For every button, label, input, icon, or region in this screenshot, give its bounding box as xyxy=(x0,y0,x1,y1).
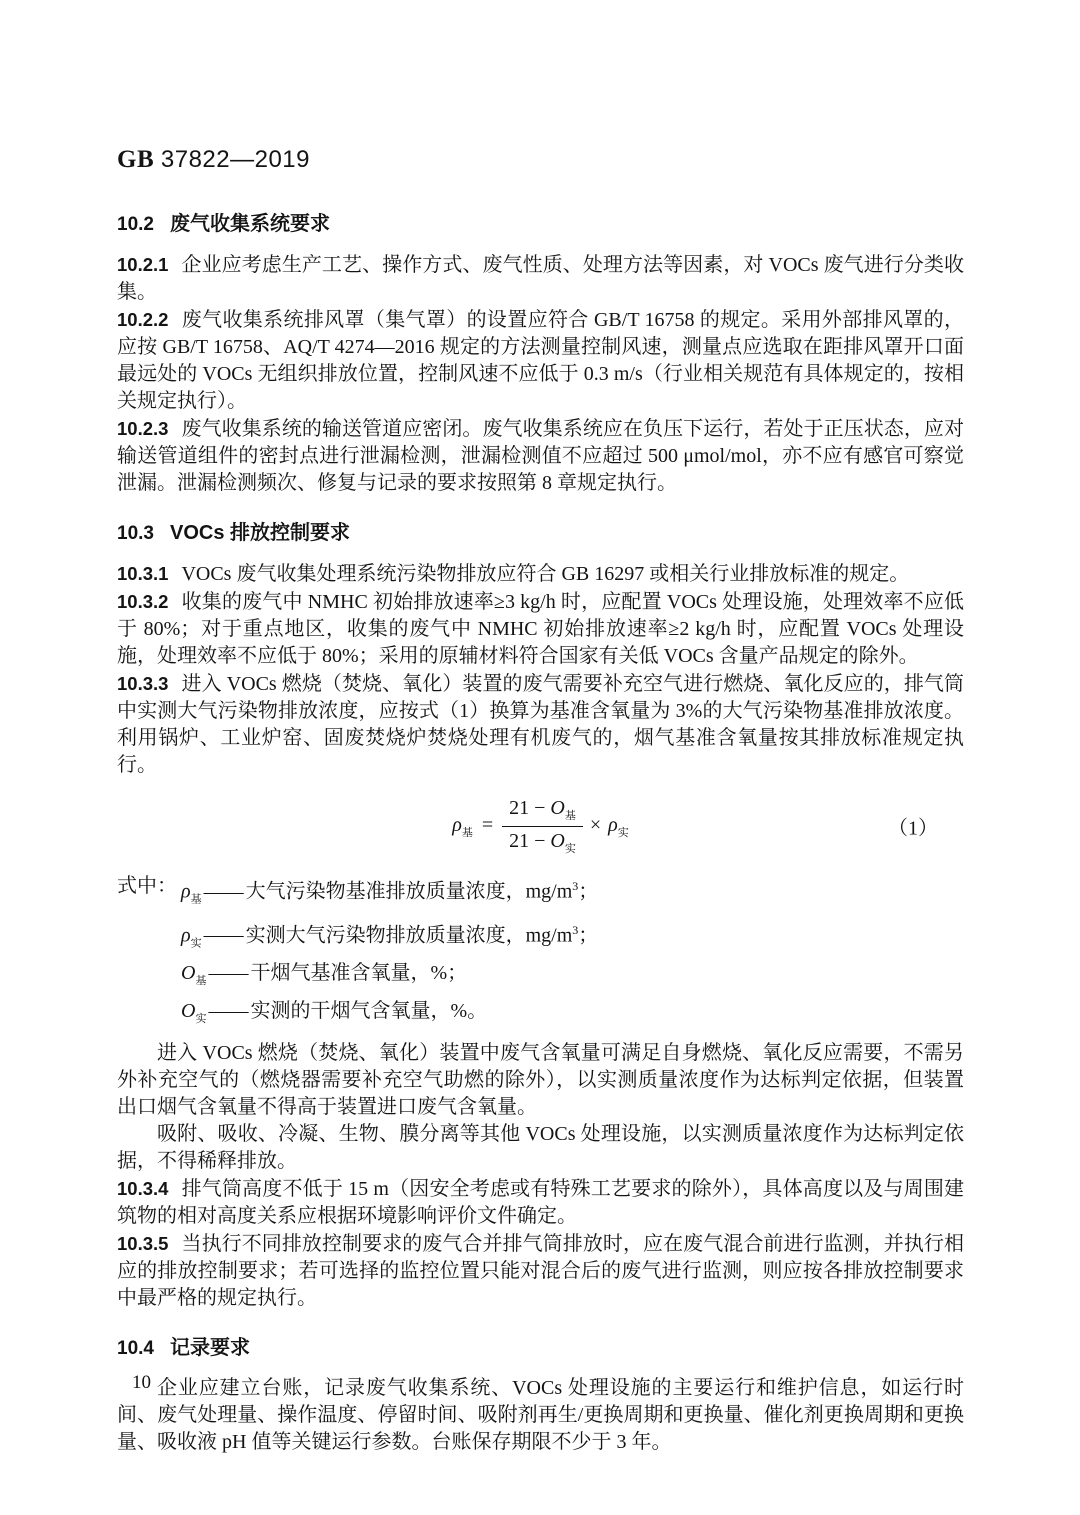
numerator-text: 21 − xyxy=(509,796,551,819)
symbol: ρ xyxy=(181,880,191,903)
section-number: 10.2 xyxy=(117,214,154,235)
rho-base-symbol: ρ xyxy=(452,813,462,836)
section-number: 10.3 xyxy=(117,523,154,544)
clause-10-3-5 xyxy=(117,1230,964,1312)
section-title: 记录要求 xyxy=(169,1337,250,1360)
legend-label-spacer xyxy=(117,915,181,959)
symbol-subscript: 实 xyxy=(190,937,202,950)
clause-number: 10.2.1 xyxy=(117,254,169,275)
rho-base-subscript: 基 xyxy=(461,826,473,839)
section-heading-10-4 xyxy=(117,1335,964,1362)
section-title: VOCs 排放控制要求 xyxy=(169,522,351,544)
section-heading-10-2 xyxy=(117,211,964,238)
section-number: 10.4 xyxy=(117,1338,154,1360)
symbol: O xyxy=(181,1000,196,1023)
fraction xyxy=(502,797,583,856)
clause-number: 10.3.3 xyxy=(117,673,169,694)
equation-number: （1） xyxy=(888,817,938,840)
legend-entry xyxy=(181,996,487,1034)
equals-sign: = xyxy=(481,813,494,836)
legend-dash: —— xyxy=(203,924,244,947)
clause-10-2-3 xyxy=(117,415,964,497)
rho-actual-symbol: ρ xyxy=(608,813,618,836)
page-number: 10 xyxy=(132,1372,151,1393)
legend-row-oxygen-base xyxy=(117,958,964,996)
oxygen-actual-subscript: 实 xyxy=(564,842,576,855)
legend-row-rho-actual xyxy=(117,915,964,959)
legend-entry xyxy=(181,915,598,959)
legend-label: 式中： xyxy=(117,875,177,897)
formula-legend xyxy=(117,871,964,1034)
clause-10-2-1 xyxy=(117,251,964,306)
clause-number: 10.3.2 xyxy=(117,591,169,612)
fraction-denominator xyxy=(502,827,583,856)
denominator-text: 21 − xyxy=(509,829,551,852)
page-content xyxy=(117,145,964,1456)
clause-10-3-4 xyxy=(117,1175,964,1230)
standard-number-header xyxy=(117,145,964,175)
clause-text: 当执行不同排放控制要求的废气合并排气筒排放时，应在废气混合前进行监测，并执行相应的排放控制要求；若可选择的监控位置只能对混合后的废气进行监测，则应按各排放控制要求中最严格的规定执行。 xyxy=(117,1233,964,1310)
legend-punctuation: ； xyxy=(578,924,599,947)
oxygen-base-subscript: 基 xyxy=(564,809,576,822)
legend-row-oxygen-actual xyxy=(117,996,964,1034)
clause-10-3-1 xyxy=(117,560,964,588)
clause-number: 10.3.5 xyxy=(117,1233,169,1255)
unit-superscript: 3 xyxy=(572,879,579,893)
multiply-sign: × xyxy=(589,813,602,836)
standard-code: 37822—2019 xyxy=(160,146,311,173)
legend-dash: —— xyxy=(208,1000,249,1023)
paragraph-other-treatment: 吸附、吸收、冷凝、生物、膜分离等其他 VOCs 处理设施，以实测质量浓度作为达标判定依据，不得稀释排放。 xyxy=(117,1123,964,1173)
clause-number: 10.3.1 xyxy=(117,563,169,584)
legend-dash: —— xyxy=(208,962,249,985)
clause-text: 废气收集系统排风罩（集气罩）的设置应符合 GB/T 16758 的规定。采用外部排风罩的，应按 GB/T 16758、AQ/T 4274—2016 规定的方法测量控制风速，测量点应选取在距排风罩开口面最远处的 VOCs 无组织排放位置，控制风速不应低于 0.3 m/s（行业相关规范有具体规定的，按相关规定执行）。 xyxy=(117,309,964,412)
symbol-subscript: 基 xyxy=(190,893,202,906)
symbol: ρ xyxy=(181,924,191,947)
section-heading-10-3 xyxy=(117,520,964,547)
clause-text: 排气筒高度不低于 15 m（因安全考虑或有特殊工艺要求的除外），具体高度以及与周围建筑物的相对高度关系应根据环境影响评价文件确定。 xyxy=(117,1178,964,1228)
equation-1 xyxy=(117,794,964,858)
clause-10-3-3 xyxy=(117,670,964,779)
symbol-subscript: 基 xyxy=(195,975,207,988)
clause-text: 废气收集系统的输送管道应密闭。废气收集系统应在负压下运行，若处于正压状态，应对输送管道组件的密封点进行泄漏检测，泄漏检测值不应超过 500 μmol/mol，亦不应有感官可察觉泄漏。泄漏检测频次、修复与记录的要求按照第 8 章规定执行。 xyxy=(117,418,964,494)
clause-10-3-2 xyxy=(117,588,964,670)
unit-superscript: 3 xyxy=(572,922,579,937)
standard-prefix: GB xyxy=(117,146,155,173)
legend-punctuation: ； xyxy=(578,880,599,903)
oxygen-actual-symbol: O xyxy=(550,829,565,852)
fraction-numerator xyxy=(502,797,583,827)
clause-number: 10.2.3 xyxy=(117,418,169,439)
legend-label-spacer xyxy=(117,958,181,996)
paragraph-record-keeping: 企业应建立台账，记录废气收集系统、VOCs 处理设施的主要运行和维护信息，如运行时间、废气处理量、操作温度、停留时间、吸附剂再生/更换周期和更换量、催化剂更换周期和更换量、吸收液 pH 值等关键运行参数。台账保存期限不少于 3 年。 xyxy=(117,1377,964,1454)
equation-body xyxy=(452,797,629,856)
legend-row-rho-base xyxy=(117,871,964,915)
legend-description: 实测的干烟气含氧量，%。 xyxy=(250,1000,488,1023)
clause-text: 进入 VOCs 燃烧（焚烧、氧化）装置的废气需要补充空气进行燃烧、氧化反应的，排气筒中实测大气污染物排放浓度，应按式（1）换算为基准含氧量为 3%的大气污染物基准排放浓度。利用锅炉、工业炉窑、固废焚烧炉焚烧处理有机废气的，烟气基准含氧量按其排放标准规定执行。 xyxy=(117,673,964,776)
paragraph-combustion-oxygen: 进入 VOCs 燃烧（焚烧、氧化）装置中废气含氧量可满足自身燃烧、氧化反应需要，不需另外补充空气的（燃烧器需要补充空气助燃的除外），以实测质量浓度作为达标判定依据，但装置出口烟气含氧量不得高于装置进口废气含氧量。 xyxy=(117,1042,964,1119)
legend-description: 大气污染物基准排放质量浓度，mg/m xyxy=(245,880,573,903)
legend-description: 实测大气污染物排放质量浓度，mg/m xyxy=(245,924,573,947)
rho-actual-subscript: 实 xyxy=(617,826,629,839)
clause-10-2-2 xyxy=(117,306,964,415)
legend-description: 干烟气基准含氧量，%； xyxy=(250,962,468,985)
legend-label-spacer xyxy=(117,996,181,1034)
symbol: O xyxy=(181,962,196,985)
clause-number: 10.3.4 xyxy=(117,1178,169,1200)
clause-text: 收集的废气中 NMHC 初始排放速率≥3 kg/h 时，应配置 VOCs 处理设施，处理效率不应低于 80%；对于重点地区，收集的废气中 NMHC 初始排放速率≥2 kg/h 时，应配置 VOCs 处理设施，处理效率不应低于 80%；采用的原辅材料符合国家有关低 VOCs 含量产品规定的除外。 xyxy=(117,591,964,667)
legend-entry xyxy=(181,871,598,915)
legend-entry xyxy=(181,958,467,996)
oxygen-base-symbol: O xyxy=(550,796,565,819)
legend-dash: —— xyxy=(203,880,244,903)
section-title: 废气收集系统要求 xyxy=(169,213,330,235)
symbol-subscript: 实 xyxy=(195,1013,207,1026)
clause-text: VOCs 废气收集处理系统污染物排放应符合 GB 16297 或相关行业排放标准的规定。 xyxy=(181,563,910,585)
clause-number: 10.2.2 xyxy=(117,309,169,330)
clause-text: 企业应考虑生产工艺、操作方式、废气性质、处理方法等因素，对 VOCs 废气进行分类收集。 xyxy=(117,254,964,303)
